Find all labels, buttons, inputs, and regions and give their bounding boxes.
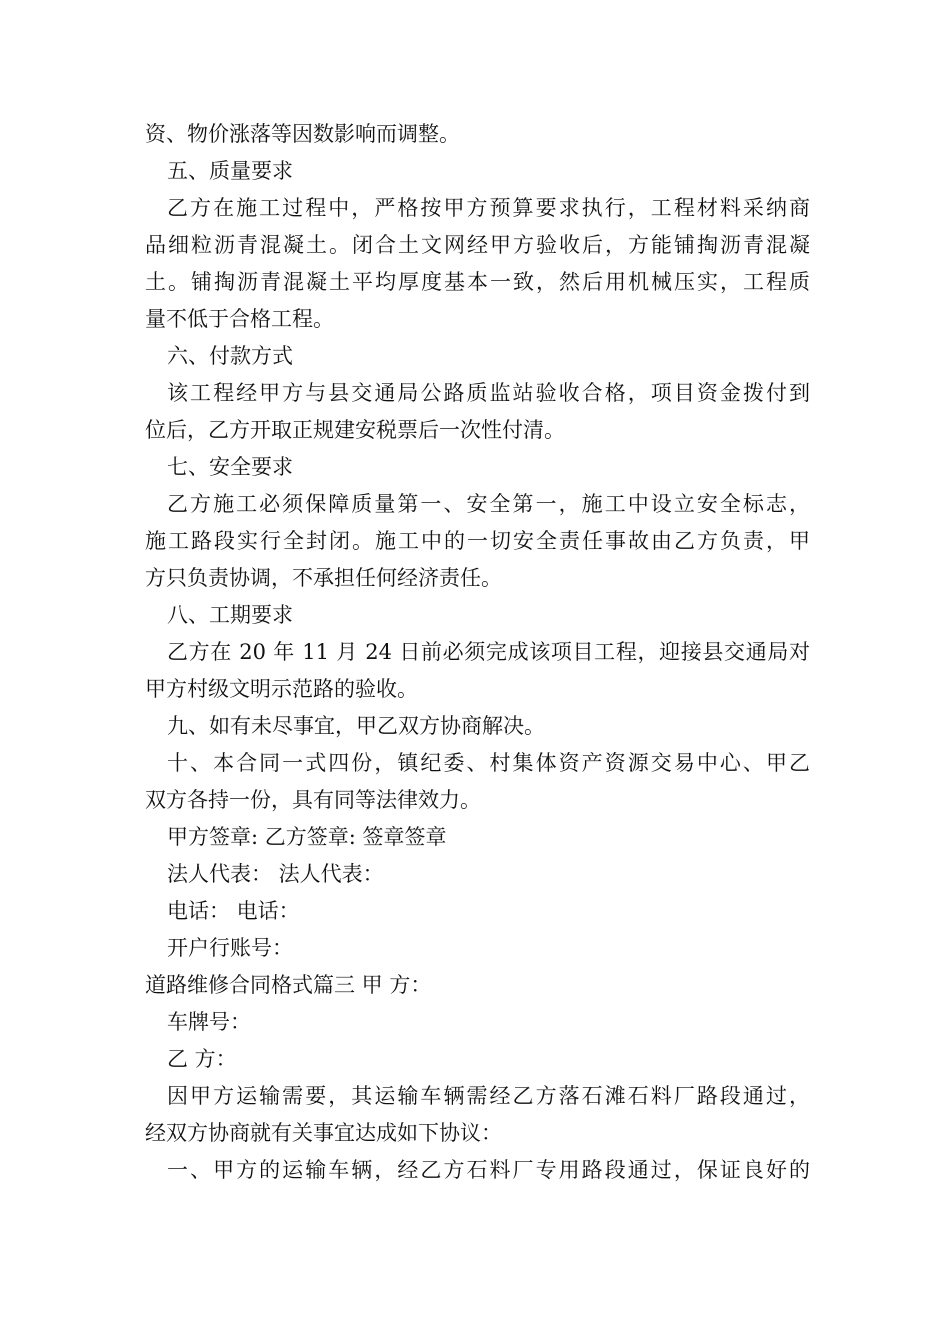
text-line: 经双方协商就有关事宜达成如下协议： xyxy=(145,1121,502,1145)
text-line: 方只负责协调，不承担任何经济责任。 xyxy=(145,566,502,590)
text-line: 因甲方运输需要，其运输车辆需经乙方落石滩石料厂路段通过， xyxy=(167,1084,810,1108)
document-body xyxy=(145,116,810,1189)
signature-line: 甲方签章: 乙方签章: 签章签章 xyxy=(167,825,447,849)
text-line: 乙方在施工过程中，严格按甲方预算要求执行，工程材料采纳商 xyxy=(167,196,810,220)
text-line: 土。铺掏沥青混凝土平均厚度基本一致，然后用机械压实，工程质 xyxy=(145,270,810,294)
bank-account-line: 开户行账号： xyxy=(167,936,293,960)
party-b-line: 乙 方： xyxy=(167,1047,237,1071)
text-line: 十、本合同一式四份，镇纪委、村集体资产资源交易中心、甲乙 xyxy=(167,751,810,775)
section-heading: 八、工期要求 xyxy=(167,603,293,627)
text-line: 甲方村级文明示范路的验收。 xyxy=(145,677,418,701)
section-heading: 五、质量要求 xyxy=(167,159,293,183)
text-line: 品细粒沥青混凝土。闭合土文网经甲方验收后，方能铺掏沥青混凝 xyxy=(145,233,810,257)
text-line: 量不低于合格工程。 xyxy=(145,307,334,331)
representative-line: 法人代表： 法人代表： xyxy=(167,862,384,886)
text-line: 九、如有未尽事宜，甲乙双方协商解决。 xyxy=(167,714,545,738)
text-line: 乙方施工必须保障质量第一、安全第一，施工中设立安全标志， xyxy=(167,492,810,516)
contract-title-line: 道路维修合同格式篇三 甲 方： xyxy=(145,973,432,997)
text-line: 双方各持一份，具有同等法律效力。 xyxy=(145,788,481,812)
text-line: 施工路段实行全封闭。施工中的一切安全责任事故由乙方负责，甲 xyxy=(145,529,810,553)
text-line: 该工程经甲方与县交通局公路质监站验收合格，项目资金拨付到 xyxy=(167,381,810,405)
section-heading: 七、安全要求 xyxy=(167,455,293,479)
phone-line: 电话： 电话： xyxy=(167,899,300,923)
text-line: 位后，乙方开取正规建安税票后一次性付清。 xyxy=(145,418,565,442)
text-line: 一、甲方的运输车辆，经乙方石料厂专用路段通过，保证良好的 xyxy=(167,1158,810,1182)
section-heading: 六、付款方式 xyxy=(167,344,293,368)
text-line: 资、物价涨落等因数影响而调整。 xyxy=(145,122,460,146)
plate-number-line: 车牌号： xyxy=(167,1010,251,1034)
text-line: 乙方在 20 年 11 月 24 日前必须完成该项目工程，迎接县交通局对 xyxy=(167,640,810,664)
